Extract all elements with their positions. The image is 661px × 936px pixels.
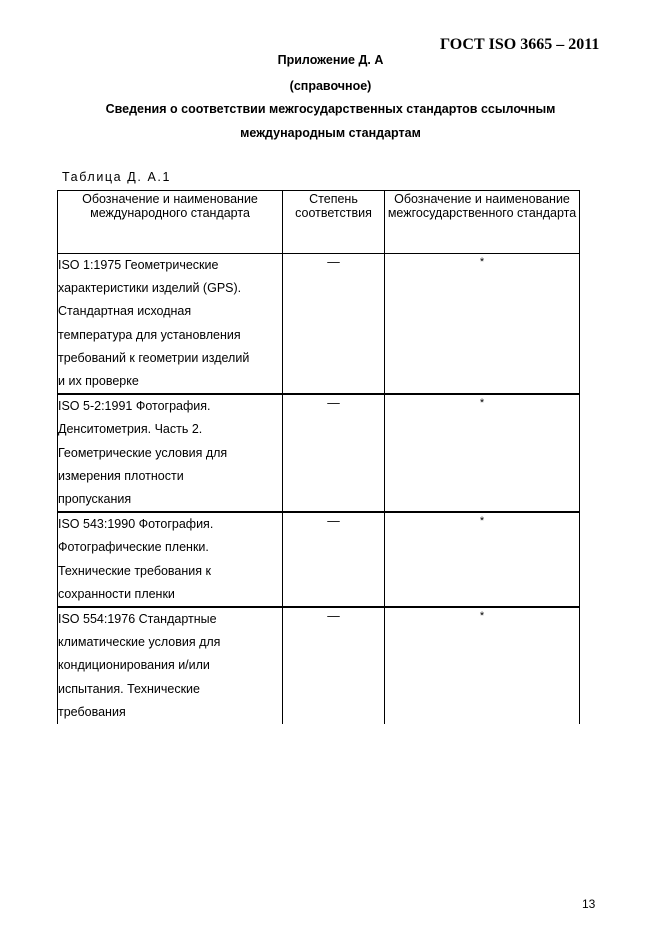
international-standard-cell [58,254,283,395]
cell-line: требований к геометрии изделий [58,350,250,365]
cell-line: характеристики изделий (GPS). [58,281,242,296]
cell-line: Технические требования к [58,563,211,578]
annex-title: Приложение Д. А [277,53,384,67]
annex-heading-line2: международным стандартам [240,126,421,140]
cell-line: Геометрические условия для [58,445,228,460]
cell-line: испытания. Технические [58,681,200,696]
international-standard-cell [58,394,283,512]
table-row [58,394,580,512]
column-header-international: Обозначение и наименование международного стандарта [58,191,283,254]
cell-line: ISO 554:1976 Стандартные [58,612,217,627]
cell-line: Денситометрия. Часть 2. [58,422,203,437]
degree-cell: — [283,254,385,395]
annex-kind: (справочное) [289,79,372,93]
cell-line: кондиционирования и/или [58,658,210,673]
cell-line: пропускания [58,492,132,507]
cell-line: ISO 543:1990 Фотография. [58,517,214,532]
column-header-degree: Степень соответствия [283,191,385,254]
national-standard-cell: * [385,512,580,607]
table-header-row [58,191,580,254]
cell-line: температура для установления [58,327,241,342]
cell-line: Стандартная исходная [58,304,192,319]
column-header-national: Обозначение и наименование межгосударственного стандарта [385,191,580,254]
cell-line: климатические условия для [58,635,221,650]
national-standard-cell: * [385,607,580,724]
cell-line: ISO 1:1975 Геометрические [58,258,219,272]
cell-line: требования [58,704,126,719]
international-standard-cell [58,512,283,607]
degree-cell: — [283,512,385,607]
document-code: ГОСТ ISO 3665 – 2011 [440,36,600,53]
annex-heading-line1: Сведения о соответствии межгосударственных стандартов ссылочным [105,102,556,116]
international-standard-cell [58,607,283,724]
national-standard-cell: * [385,394,580,512]
table-row [58,607,580,724]
cell-line: ISO 5-2:1991 Фотография. [58,399,211,414]
cell-line: измерения плотности [58,468,184,483]
cell-line: сохранности пленки [58,586,175,601]
cell-line: Фотографические пленки. [58,540,209,555]
table-row [58,512,580,607]
table-row [58,254,580,395]
degree-cell: — [283,394,385,512]
page-number: 13 [582,897,596,911]
cell-line: и их проверке [58,374,139,389]
national-standard-cell: * [385,254,580,395]
standards-table [57,190,580,724]
table-caption: Таблица Д. А.1 [62,170,172,184]
degree-cell: — [283,607,385,724]
